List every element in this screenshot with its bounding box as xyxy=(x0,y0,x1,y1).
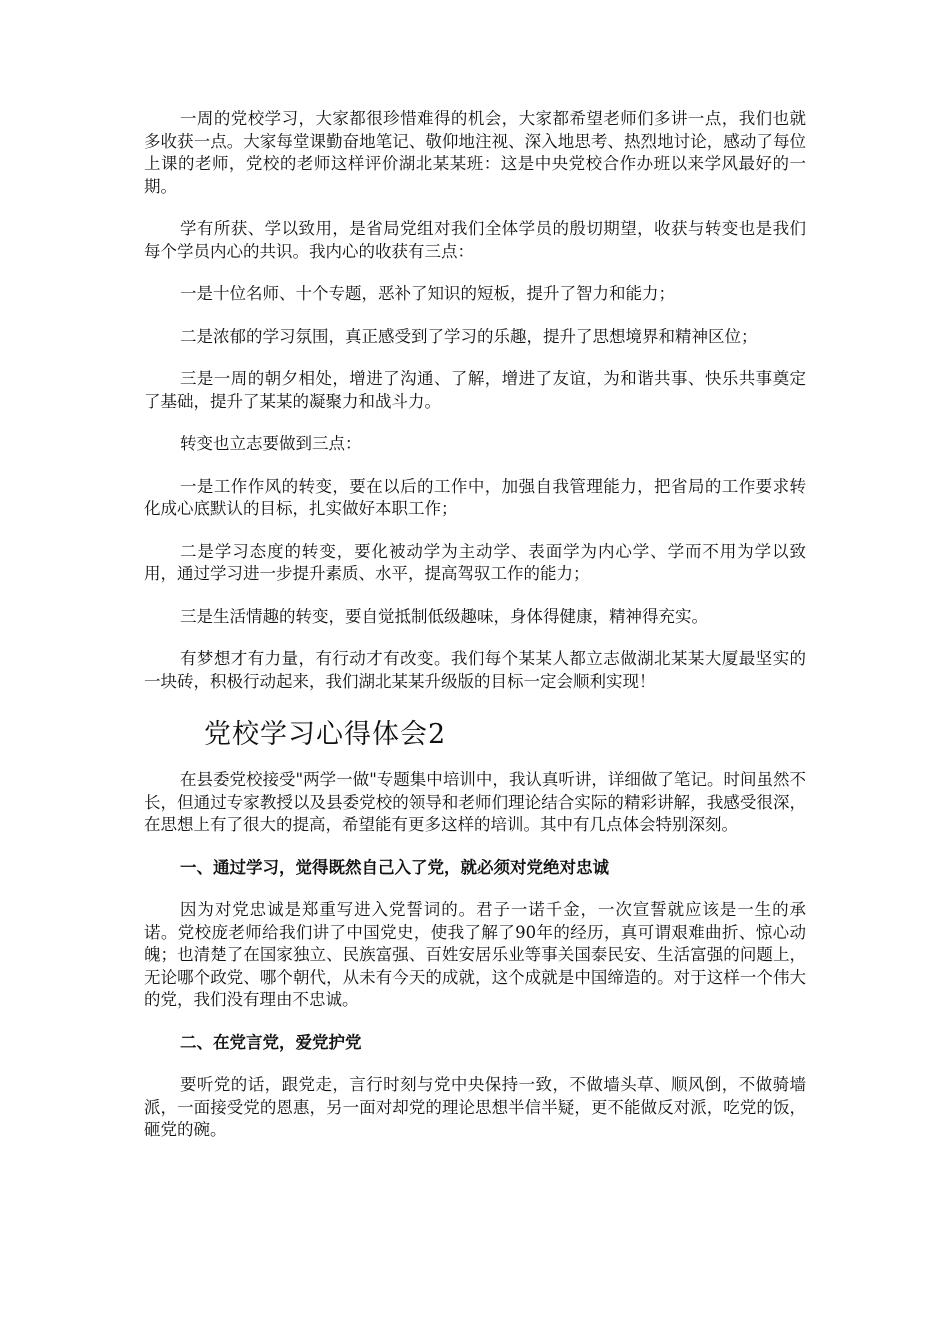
section-title: 党校学习心得体会2 xyxy=(204,719,447,750)
paragraph: 二是浓郁的学习氛围，真正感受到了学习的乐趣，提升了思想境界和精神区位； xyxy=(180,326,758,346)
paragraph: 要听党的话，跟党走，言行时刻与党中央保持一致，不做墙头草、顺风倒，不做骑墙派，一面接受党的恩惠，另一面对却党的理论思想半信半疑，更不能做反对派，吃党的饭，砸党的碗。 xyxy=(144,1075,806,1139)
paragraph: 三是一周的朝夕相处，增进了沟通、了解，增进了友谊，为和谐共事、快乐共事奠定了基础，提升了某某的凝聚力和战斗力。 xyxy=(144,369,806,411)
paragraph: 三是生活情趣的转变，要自觉抵制低级趣味，身体得健康，精神得充实。 xyxy=(180,606,708,626)
paragraph: 一是工作作风的转变，要在以后的工作中，加强自我管理能力，把省局的工作要求转化成心底默认的目标，扎实做好本职工作； xyxy=(144,476,806,518)
paragraph: 一是十位名师、十个专题，恶补了知识的短板，提升了智力和能力； xyxy=(180,284,675,303)
paragraph: 有梦想才有力量，有行动才有改变。我们每个某某人都立志做湖北某某大厦最坚实的一块砖，积极行动起来，我们湖北某某升级版的目标一定会顺利实现！ xyxy=(144,649,806,691)
paragraph: 学有所获、学以致用，是省局党组对我们全体学员的殷切期望，收获与转变也是我们每个学员内心的共识。我内心的收获有三点： xyxy=(144,219,806,261)
intro-paragraph: 在县委党校接受"两学一做"专题集中培训中，我认真听讲，详细做了笔记。时间虽然不长，但通过专家教授以及县委党校的领导和老师们理论结合实际的精彩讲解，我感受很深，在思想上有了很大的提高，希望能有更多这样的培训。其中有几点体会特别深刻。 xyxy=(144,770,806,834)
paragraph: 因为对党忠诚是郑重写进入党誓词的。君子一诺千金，一次宣誓就应该是一生的承诺。党校庞老师给我们讲了中国党史，使我了解了90年的经历，真可谓艰难曲折、惊心动魄；也清楚了在国家独立、民族富强、百姓安居乐业等事关国泰民安、生活富强的问题上，无论哪个政党、哪个朝代，从未有今天的成就，这个成就是中国缔造的。对于这样一个伟大的党，我们没有理由不忠诚。 xyxy=(144,900,806,1009)
point-heading: 二、在党言党，爱党护党 xyxy=(180,1032,362,1052)
point-heading: 一、通过学习，觉得既然自己入了党，就必须对党绝对忠诚 xyxy=(180,857,609,877)
paragraph: 转变也立志要做到三点： xyxy=(180,434,362,453)
paragraph: 二是学习态度的转变，要化被动学为主动学、表面学为内心学、学而不用为学以致用，通过学习进一步提升素质、水平，提高驾驭工作的能力； xyxy=(144,541,806,583)
document-page xyxy=(144,108,806,1162)
paragraph: 一周的党校学习，大家都很珍惜难得的机会，大家都希望老师们多讲一点，我们也就多收获一点。大家每堂课勤奋地笔记、敬仰地注视、深入地思考、热烈地讨论，感动了每位上课的老师，党校的老师这样评价湖北某某班：这是中央党校合作办班以来学风最好的一期。 xyxy=(144,109,806,196)
